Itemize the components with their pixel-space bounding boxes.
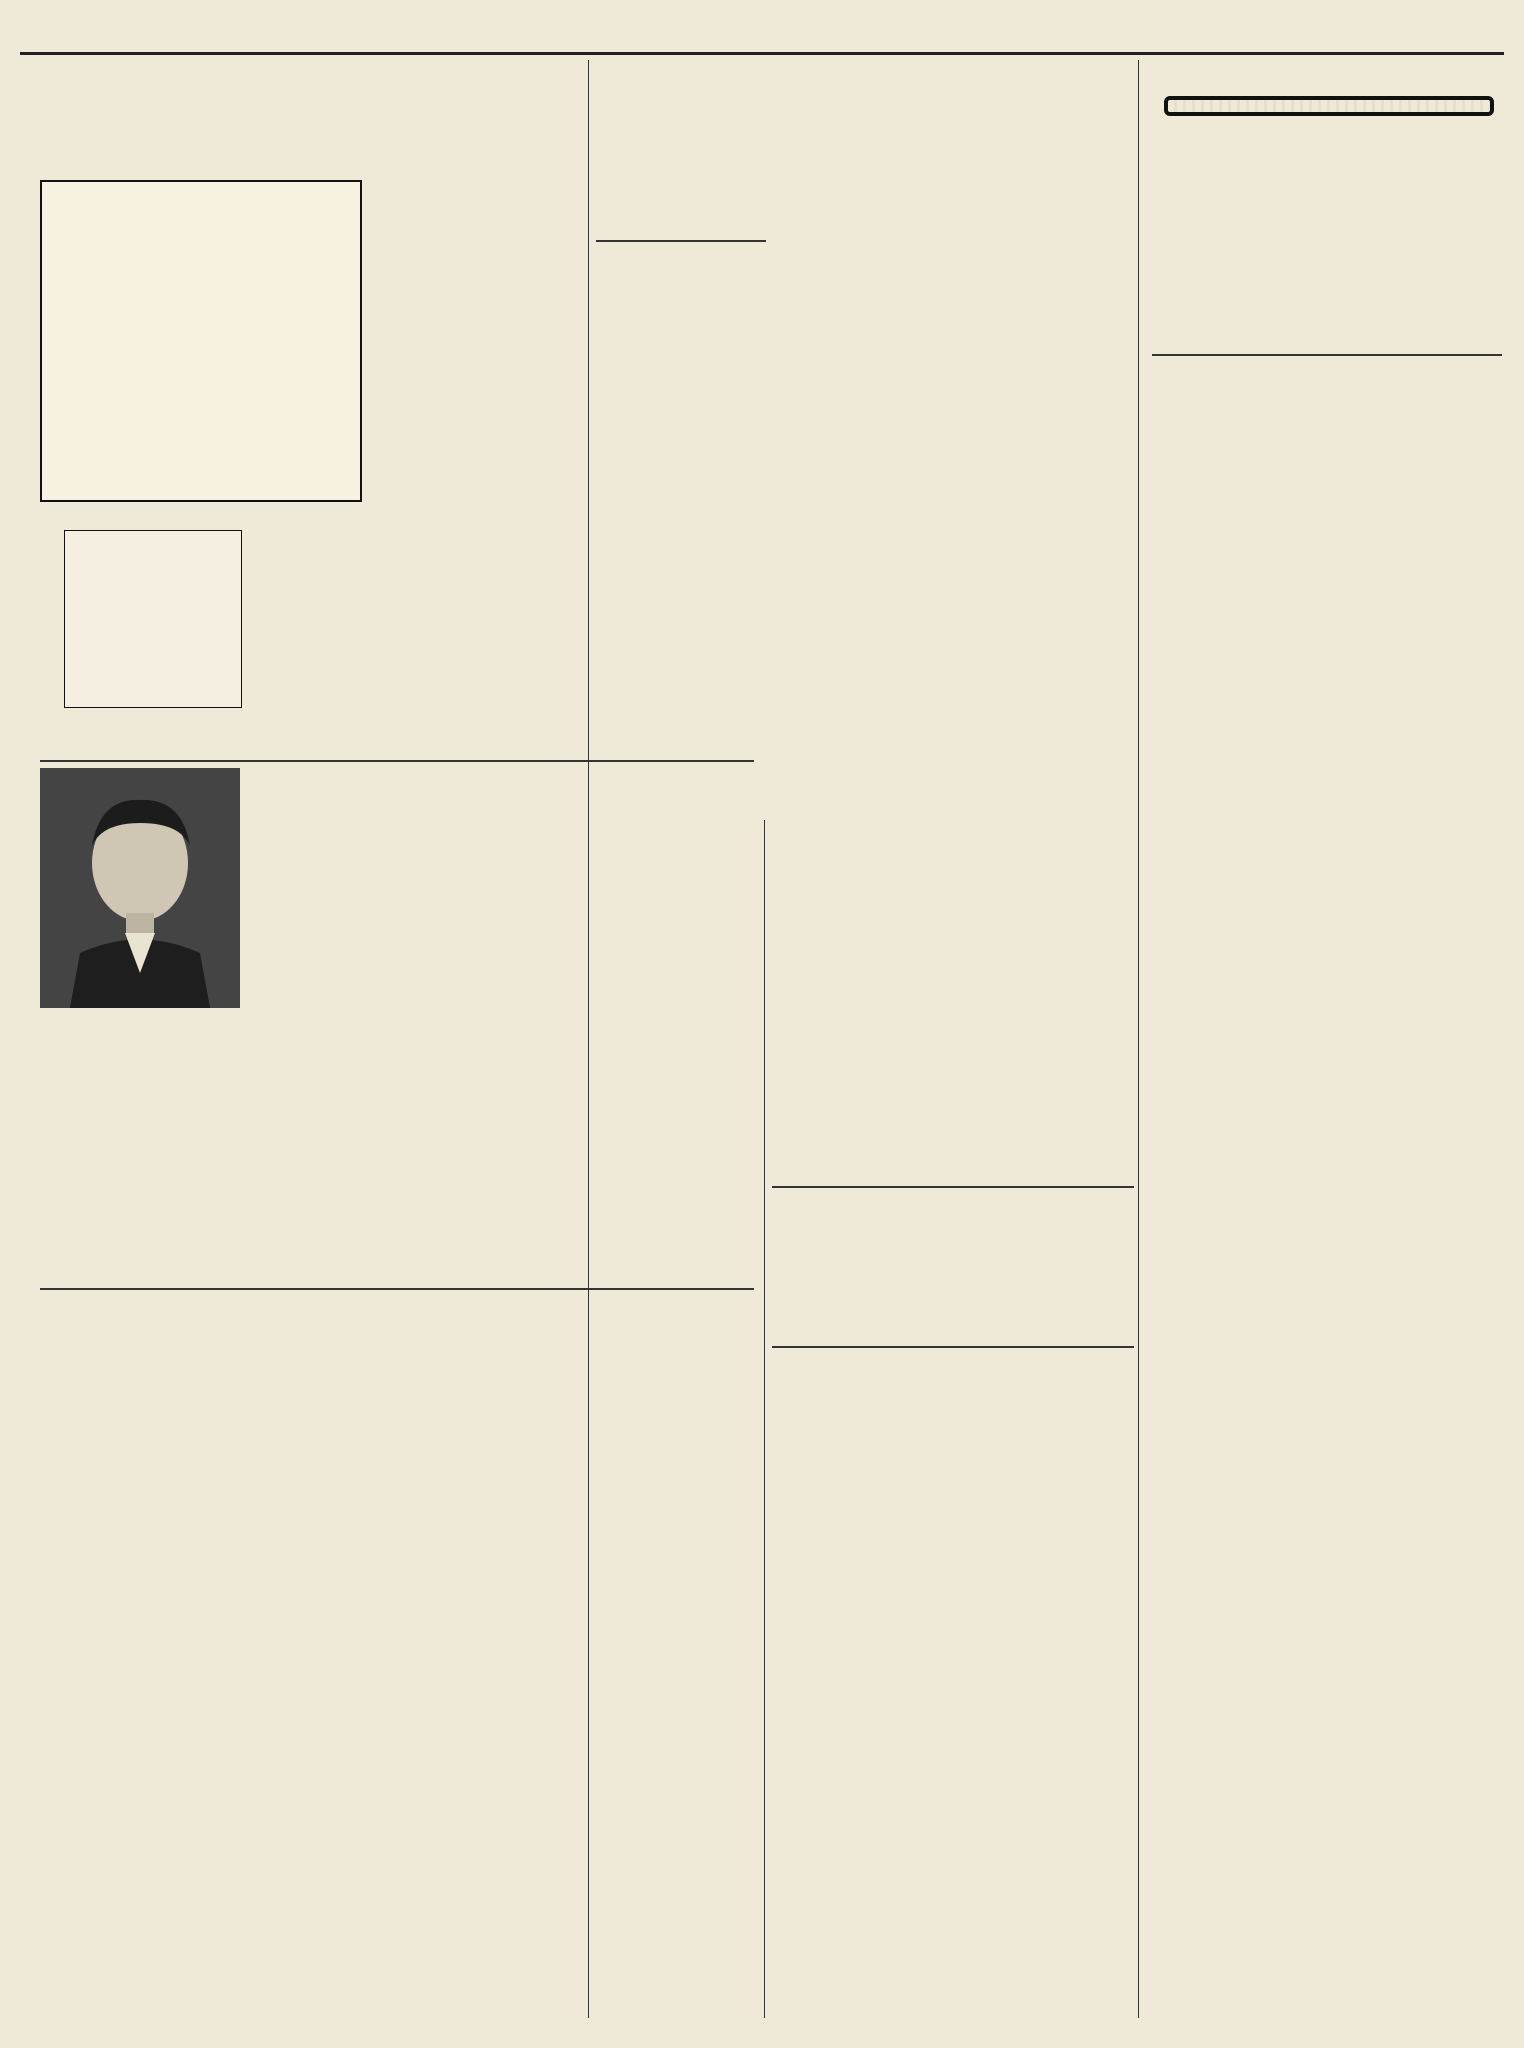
page-header	[20, 18, 1504, 55]
article-kurdistan	[772, 84, 1134, 1179]
article-bottom-left	[40, 1288, 754, 2018]
column-rule	[1138, 60, 1139, 2018]
crossword-solution	[40, 500, 370, 720]
crossword-column-numbers	[40, 154, 358, 178]
portrait-image	[40, 768, 240, 1008]
social-column	[1152, 348, 1502, 2018]
divider	[1152, 354, 1502, 356]
crossword-clues	[396, 154, 754, 724]
crossword-grid[interactable]	[40, 180, 362, 502]
article-prize	[40, 760, 754, 1282]
student-photo	[40, 768, 240, 1008]
crossword-row-numbers	[362, 180, 384, 500]
section-masthead	[1164, 96, 1494, 336]
section-title	[1164, 96, 1494, 116]
article-library	[772, 1186, 1134, 1342]
solution-grid	[64, 530, 242, 708]
article-patient	[772, 1346, 1134, 2018]
